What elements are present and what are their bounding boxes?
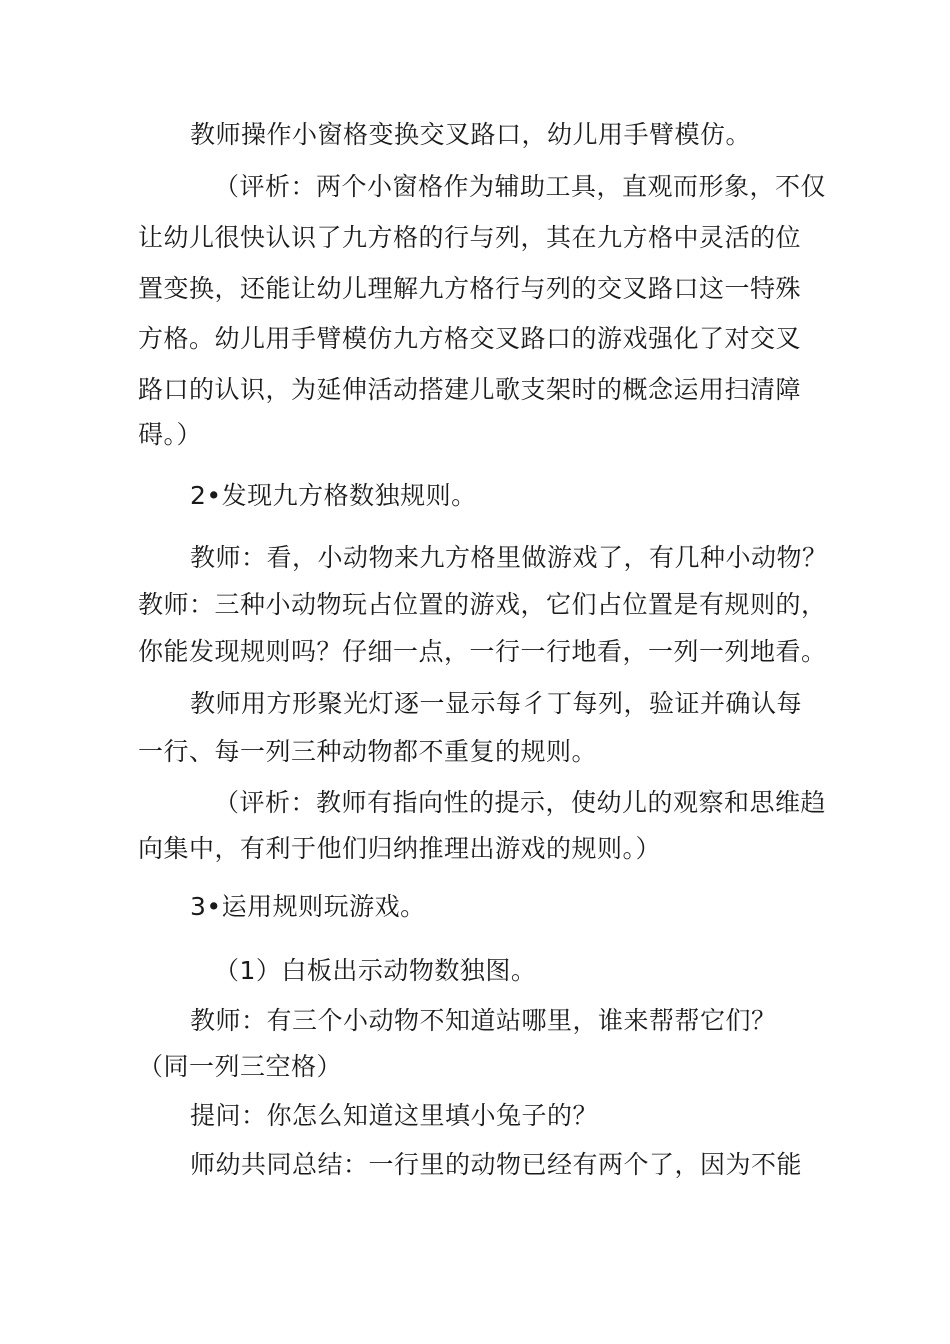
paragraph-line: 让幼儿很快认识了九方格的行与列，其在九方格中灵活的位 <box>138 223 802 252</box>
paragraph-line: （评析：两个小窗格作为辅助工具，直观而形象，不仅 <box>214 172 827 201</box>
paragraph-line: （1）白板出示动物数独图。 <box>214 956 537 985</box>
paragraph-line: 教师：三种小动物玩占位置的游戏，它们占位置是有规则的， <box>138 590 827 619</box>
paragraph-line: 教师操作小窗格变换交叉路口，幼儿用手臂模仿。 <box>190 120 752 149</box>
paragraph-line: （同一列三空格） <box>138 1052 343 1081</box>
paragraph-line: 教师：有三个小动物不知道站哪里，谁来帮帮它们？ <box>190 1006 777 1035</box>
paragraph-line: 你能发现规则吗？仔细一点，一行一行地看，一列一列地看。 <box>138 637 827 666</box>
paragraph-line: 向集中，有利于他们归纳推理出游戏的规则。） <box>138 834 662 863</box>
paragraph-line: 碍。） <box>138 420 203 449</box>
paragraph-line: 教师用方形聚光灯逐一显示每彳丁每列，验证并确认每 <box>190 689 803 718</box>
paragraph-line: 方格。幼儿用手臂模仿九方格交叉路口的游戏强化了对交叉 <box>138 324 802 353</box>
paragraph-line: 提问：你怎么知道这里填小兔子的？ <box>190 1101 599 1130</box>
section-heading: 2•发现九方格数独规则。 <box>190 481 477 510</box>
paragraph-line: 置变换，还能让幼儿理解九方格行与列的交叉路口这一特殊 <box>138 274 802 303</box>
paragraph-line: 路口的认识，为延伸活动搭建儿歌支架时的概念运用扫清障 <box>138 375 802 404</box>
paragraph-line: 一行、每一列三种动物都不重复的规则。 <box>138 737 598 766</box>
section-heading: 3•运用规则玩游戏。 <box>190 892 426 921</box>
paragraph-line: （评析：教师有指向性的提示，使幼儿的观察和思维趋 <box>214 788 827 817</box>
paragraph-line: 教师：看，小动物来九方格里做游戏了，有几种小动物？ <box>190 543 828 572</box>
paragraph-line: 师幼共同总结：一行里的动物已经有两个了，因为不能 <box>190 1150 803 1179</box>
